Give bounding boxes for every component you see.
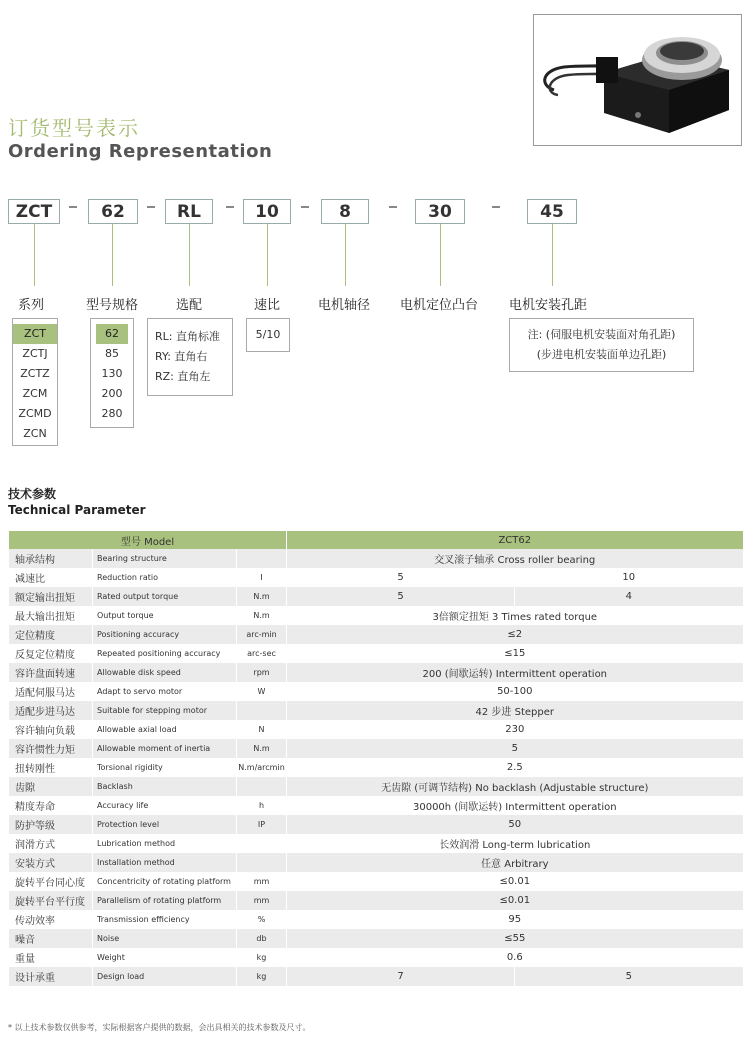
table-row [9, 682, 743, 701]
table-row [9, 587, 743, 606]
option-item: 280 [101, 407, 123, 420]
param-value: 0.6 [287, 948, 743, 967]
param-name-cn: 扭转刚性 [9, 758, 93, 777]
param-value: 4 [515, 587, 743, 606]
table-row [9, 872, 743, 891]
option-options [147, 318, 233, 396]
code-hole: 45 [527, 199, 577, 224]
param-name-en: Accuracy life [93, 796, 237, 815]
param-name-en: Design load [93, 967, 237, 986]
label-shaft: 电机轴径 [318, 298, 371, 313]
param-name-cn: 旋转平台同心度 [9, 872, 93, 891]
param-name-en: Parallelism of rotating platform [93, 891, 237, 910]
param-value: 3倍额定扭矩 3 Times rated torque [287, 606, 743, 625]
table-row [9, 834, 743, 853]
connector-line [267, 224, 268, 286]
option-item: 85 [105, 347, 119, 360]
note-line: (步进电机安装面单边孔距) [536, 348, 667, 361]
param-unit: arc-sec [237, 644, 287, 663]
param-value: ≤0.01 [287, 872, 743, 891]
option-item: RZ: 直角左 [155, 370, 211, 383]
rotary-platform-illustration [534, 15, 741, 145]
header-model-label: 型号 Model [9, 531, 287, 549]
param-name-cn: 适配伺服马达 [9, 682, 93, 701]
param-value: 42 步进 Stepper [287, 701, 743, 720]
param-name-en: Concentricity of rotating platform [93, 872, 237, 891]
code-shaft: 8 [321, 199, 369, 224]
param-unit [237, 853, 287, 872]
param-name-cn: 安装方式 [9, 853, 93, 872]
param-unit [237, 834, 287, 853]
table-row [9, 720, 743, 739]
table-row [9, 948, 743, 967]
table-row [9, 967, 743, 986]
param-name-cn: 容许惯性力矩 [9, 739, 93, 758]
tech-title-cn: 技术参数 [8, 487, 57, 501]
param-name-en: Allowable disk speed [93, 663, 237, 682]
param-value: 交叉滚子轴承 Cross roller bearing [287, 549, 743, 568]
param-value: 5 [287, 587, 515, 606]
param-value: ≤15 [287, 644, 743, 663]
size-options [90, 318, 134, 428]
note-line: 注: (伺服电机安装面对角孔距) [527, 328, 676, 341]
code-boss: 30 [415, 199, 465, 224]
label-hole: 电机安装孔距 [509, 298, 588, 313]
param-name-cn: 反复定位精度 [9, 644, 93, 663]
param-value: 5 [287, 739, 743, 758]
param-name-cn: 适配步进马达 [9, 701, 93, 720]
param-value: 任意 Arbitrary [287, 853, 743, 872]
param-name-cn: 噪音 [9, 929, 93, 948]
param-name-en: Positioning accuracy [93, 625, 237, 644]
code-series: ZCT [8, 199, 60, 224]
param-name-en: Noise [93, 929, 237, 948]
param-value: ≤2 [287, 625, 743, 644]
param-unit [237, 549, 287, 568]
param-name-cn: 旋转平台平行度 [9, 891, 93, 910]
param-unit: mm [237, 891, 287, 910]
option-item: 130 [101, 367, 123, 380]
table-row [9, 739, 743, 758]
param-name-cn: 容许盘面转速 [9, 663, 93, 682]
product-photo [533, 14, 742, 146]
label-boss: 电机定位凸台 [400, 298, 479, 313]
param-name-en: Lubrication method [93, 834, 237, 853]
table-row [9, 568, 743, 587]
table-row [9, 663, 743, 682]
code-dash [226, 206, 234, 208]
code-dash [492, 206, 500, 208]
spec-table [8, 531, 743, 986]
param-name-en: Allowable moment of inertia [93, 739, 237, 758]
option-item: ZCMD [18, 407, 52, 420]
param-value: 5 [515, 967, 743, 986]
option-item: ZCTZ [20, 367, 50, 380]
param-unit: mm [237, 872, 287, 891]
param-unit: db [237, 929, 287, 948]
param-unit: W [237, 682, 287, 701]
param-unit [237, 701, 287, 720]
param-unit: I [237, 568, 287, 587]
title-cn: 订货型号表示 [8, 116, 140, 140]
title-en: Ordering Representation [8, 141, 273, 162]
option-item: ZCN [23, 427, 47, 440]
param-value: 50 [287, 815, 743, 834]
param-unit: kg [237, 967, 287, 986]
table-row [9, 815, 743, 834]
param-name-cn: 额定输出扭矩 [9, 587, 93, 606]
option-item: ZCTJ [22, 347, 48, 360]
param-name-en: Adapt to servo motor [93, 682, 237, 701]
param-name-cn: 润滑方式 [9, 834, 93, 853]
param-name-cn: 容许轴向负载 [9, 720, 93, 739]
ratio-options [246, 318, 290, 352]
param-name-en: Torsional rigidity [93, 758, 237, 777]
param-value: ≤55 [287, 929, 743, 948]
param-value: 5 [287, 568, 515, 587]
code-dash [389, 206, 397, 208]
connector-line [34, 224, 35, 286]
param-value: 95 [287, 910, 743, 929]
param-value: 10 [515, 568, 743, 587]
hole-note [509, 318, 694, 372]
param-name-cn: 传动效率 [9, 910, 93, 929]
param-unit: % [237, 910, 287, 929]
label-option: 选配 [176, 298, 203, 313]
param-unit: N [237, 720, 287, 739]
footnote: * 以上技术参数仅供参考，实际根据客户提供的数据，会出具相关的技术参数及尺寸。 [8, 1023, 311, 1032]
param-unit: N.m [237, 606, 287, 625]
param-name-cn: 轴承结构 [9, 549, 93, 568]
connector-line [552, 224, 553, 286]
param-value: 2.5 [287, 758, 743, 777]
param-name-cn: 减速比 [9, 568, 93, 587]
option-item: ZCT [13, 324, 57, 344]
tech-title-en: Technical Parameter [8, 503, 146, 517]
param-name-en: Transmission efficiency [93, 910, 237, 929]
param-unit [237, 777, 287, 796]
option-item: RL: 直角标准 [155, 330, 220, 343]
connector-line [345, 224, 346, 286]
code-ratio: 10 [243, 199, 291, 224]
param-name-cn: 最大输出扭矩 [9, 606, 93, 625]
param-value: 7 [287, 967, 515, 986]
param-unit: N.m [237, 587, 287, 606]
label-ratio: 速比 [254, 298, 281, 313]
option-item: ZCM [22, 387, 48, 400]
label-series: 系列 [18, 298, 45, 313]
param-unit: N.m/arcmin [237, 758, 287, 777]
param-name-en: Installation method [93, 853, 237, 872]
table-row [9, 777, 743, 796]
code-option: RL [165, 199, 213, 224]
param-name-en: Protection level [93, 815, 237, 834]
connector-line [112, 224, 113, 286]
table-row [9, 644, 743, 663]
code-dash [301, 206, 309, 208]
table-row [9, 758, 743, 777]
param-name-en: Weight [93, 948, 237, 967]
table-row [9, 625, 743, 644]
param-name-en: Rated output torque [93, 587, 237, 606]
param-value: ≤0.01 [287, 891, 743, 910]
param-name-en: Output torque [93, 606, 237, 625]
table-row [9, 796, 743, 815]
param-value: 200 (间歇运转) Intermittent operation [287, 663, 743, 682]
param-unit: N.m [237, 739, 287, 758]
param-name-cn: 定位精度 [9, 625, 93, 644]
param-unit: rpm [237, 663, 287, 682]
option-item: 5/10 [255, 328, 281, 341]
table-row [9, 853, 743, 872]
param-value: 长效润滑 Long-term lubrication [287, 834, 743, 853]
param-unit: h [237, 796, 287, 815]
param-name-cn: 防护等级 [9, 815, 93, 834]
param-name-en: Suitable for stepping motor [93, 701, 237, 720]
table-header-row [9, 531, 743, 549]
connector-line [189, 224, 190, 286]
header-model-value: ZCT62 [287, 531, 743, 549]
connector-line [440, 224, 441, 286]
table-row [9, 929, 743, 948]
option-item: 200 [101, 387, 123, 400]
param-value: 230 [287, 720, 743, 739]
series-options [12, 318, 58, 446]
param-name-en: Backlash [93, 777, 237, 796]
code-size: 62 [88, 199, 138, 224]
option-item: RY: 直角右 [155, 350, 208, 363]
param-unit: arc-min [237, 625, 287, 644]
param-unit: IP [237, 815, 287, 834]
param-name-en: Reduction ratio [93, 568, 237, 587]
table-row [9, 549, 743, 568]
param-unit: kg [237, 948, 287, 967]
table-row [9, 606, 743, 625]
param-name-cn: 设计承重 [9, 967, 93, 986]
param-value: 无齿隙 (可调节结构) No backlash (Adjustable structure) [287, 777, 743, 796]
param-name-cn: 重量 [9, 948, 93, 967]
param-name-en: Allowable axial load [93, 720, 237, 739]
param-name-cn: 齿隙 [9, 777, 93, 796]
code-dash [147, 206, 155, 208]
table-row [9, 891, 743, 910]
table-row [9, 910, 743, 929]
param-value: 50-100 [287, 682, 743, 701]
table-row [9, 701, 743, 720]
param-value: 30000h (间歇运转) Intermittent operation [287, 796, 743, 815]
code-dash [69, 206, 77, 208]
param-name-en: Bearing structure [93, 549, 237, 568]
option-item: 62 [96, 324, 128, 344]
label-size: 型号规格 [86, 298, 139, 313]
param-name-cn: 精度寿命 [9, 796, 93, 815]
param-name-en: Repeated positioning accuracy [93, 644, 237, 663]
